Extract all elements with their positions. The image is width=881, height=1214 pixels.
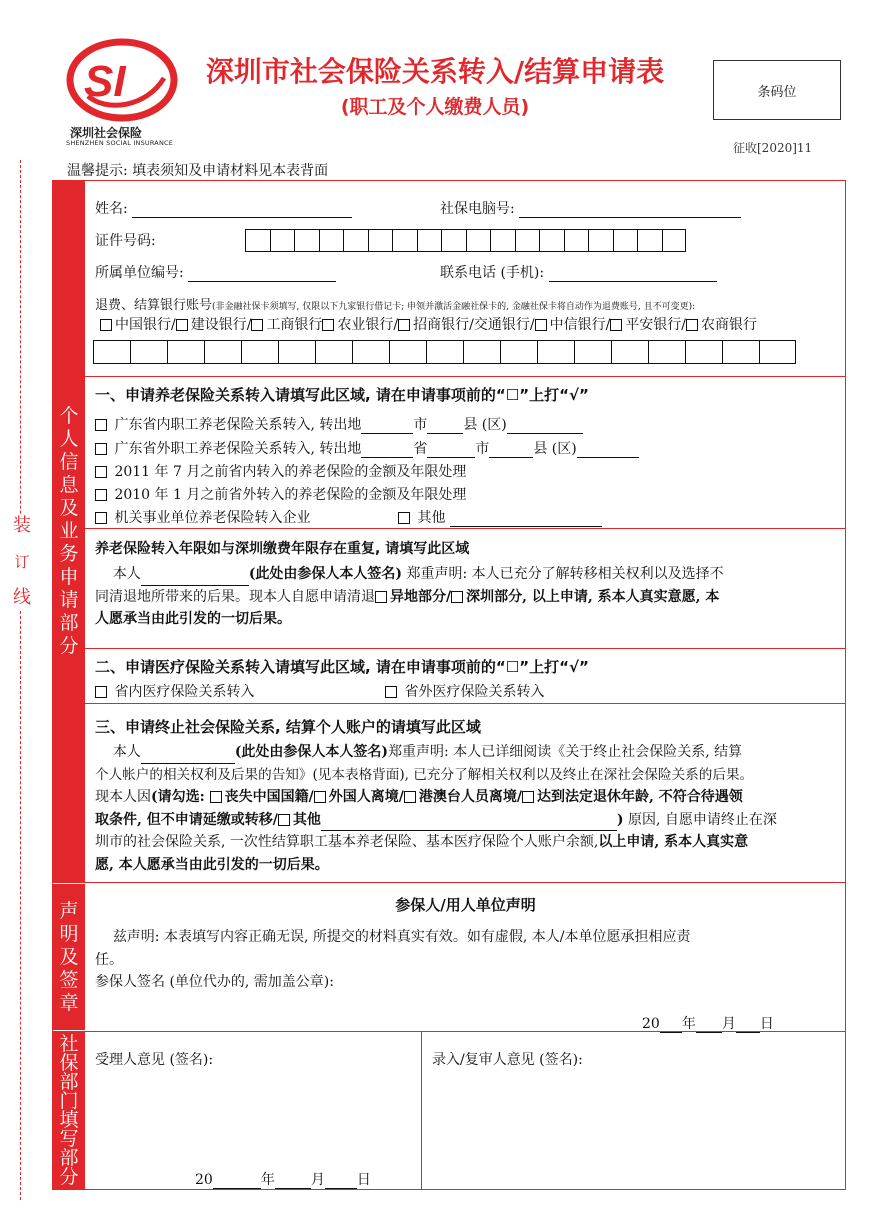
digit-box[interactable] [500,340,537,364]
logo-chinese-text: 深圳社会保险 [70,126,143,140]
digit-box[interactable] [574,340,611,364]
si-number-label: 社保电脑号: [440,201,515,217]
digit-box[interactable] [294,229,319,252]
bank-option[interactable]: 平安银行/ [610,317,686,333]
medical-option-1[interactable]: 省内医疗保险关系转入 [95,681,254,701]
form-number: 征收[2020]11 [733,141,813,155]
checkbox[interactable] [95,512,107,524]
digit-box[interactable] [245,229,270,252]
digit-box[interactable] [613,229,638,252]
svg-text:SI: SI [84,57,126,106]
digit-box[interactable] [537,340,574,364]
tip-text: 温馨提示: 填表须知及申请材料见本表背面 [67,163,329,179]
overlap-heading: 养老保险转入年限如与深圳缴费年限存在重复, 请填写此区域 [95,541,470,557]
checkbox[interactable] [535,319,547,331]
bank-option[interactable]: 工商银行 [251,317,322,333]
checkbox[interactable] [95,419,107,431]
digit-box[interactable] [315,340,352,364]
checkbox[interactable] [385,686,397,698]
digit-box[interactable] [611,340,648,364]
divider [85,648,846,649]
barcode-label: 条码位 [757,84,797,100]
digit-box[interactable] [352,340,389,364]
phone-label: 联系电话 (手机): [440,265,545,281]
dept-date[interactable]: 20 年 月 日 [195,1172,371,1188]
divider [85,528,846,529]
name-field[interactable] [132,203,352,218]
terminate-sign-field[interactable] [141,749,235,764]
checkbox[interactable] [398,319,410,331]
bank-note: (非金融社保卡须填写, 仅限以下九家银行借记卡; 申领并激活金融社保卡的, 金融社保卡将自动作为退费账号, 且不可变更): [212,302,696,312]
digit-box[interactable] [539,229,564,252]
pension-option-2[interactable]: 广东省外职工养老保险关系转入, 转出地 省 市 县 (区) [95,438,639,458]
divider-vertical [421,1031,422,1190]
digit-box[interactable] [466,229,491,252]
employer-field[interactable] [188,267,336,282]
other-reason-field[interactable] [321,816,617,831]
declaration-title: 参保人/用人单位声明 [395,896,536,914]
si-number-field[interactable] [519,203,741,218]
binding-label [8,515,36,609]
checkbox[interactable] [451,591,463,603]
digit-box[interactable] [722,340,759,364]
digit-box[interactable] [515,229,540,252]
id-number-boxes[interactable] [245,229,686,252]
binding-dashed-line [20,160,21,1200]
binding-char: 装 [13,515,31,536]
declaration-sign-label: 参保人签名 (单位代办的, 需加盖公章): [95,974,334,990]
bank-options [100,314,757,334]
pension-option-other[interactable]: 其他 [398,507,602,527]
form-title: 深圳市社会保险关系转入/结算申请表 [205,55,665,88]
bank-label: 退费、结算银行账号 [95,298,213,313]
checkbox[interactable] [375,591,387,603]
digit-box[interactable] [241,340,278,364]
checkbox[interactable] [176,319,188,331]
bank-account-boxes[interactable] [93,340,796,364]
digit-box[interactable] [564,229,589,252]
digit-box[interactable] [662,229,687,252]
barcode-box [713,60,841,120]
checkbox[interactable] [610,319,622,331]
si-number-row [440,198,741,218]
checkbox[interactable] [686,319,698,331]
side-label-personal: 个 人 信 息 及 业 务 申 请 部 分 [53,181,85,882]
checkbox[interactable] [210,791,222,803]
medical-heading: 二、申请医疗保险关系转入请填写此区域, 请在申请事项前的“☐”上打“√” [95,658,589,676]
digit-box[interactable] [685,340,722,364]
overlap-paragraph: 本人 (此处由参保人本人签名) 郑重声明: 本人已充分了解转移相关权利以及选择不 同清退地所带来的后果。现本人自愿申请清退 异地部分/ 深圳部分, 以上申请, 系本人真实意愿, 本 人愿承当由此引发的一切后果。 [95,566,724,627]
digit-box[interactable] [270,229,295,252]
terminate-paragraph: 本人 (此处由参保人本人签名)郑重声明: 本人已详细阅读《关于终止社会保险关系, 结算 个人帐户的相关权利及后果的告知》(见本表格背面), 已充分了解相关权利以及终止在深社会保险关系的后果。 现本人因(请勾选: 丧失中国国籍/ 外国人离境/ 港澳台人员离境/ 达到法定退休年龄, 不符合待遇领 取条件, 但不申请延缴或转移/ 其他 ) 原因, 自愿申请终止在深 圳市的社会保险关系, 一次性结算职工基本养老保险、基本医疗保险个人账户余额,以上申请, 系本人真实意 愿, 本人愿承当由此引发的一切后果。 [95,744,777,873]
digit-box[interactable] [389,340,426,364]
digit-box[interactable] [278,340,315,364]
digit-box[interactable] [426,340,463,364]
digit-box[interactable] [130,340,167,364]
bank-option[interactable]: 农商银行 [686,317,757,333]
digit-box[interactable] [637,229,662,252]
pension-option-1[interactable]: 广东省内职工养老保险关系转入, 转出地 市 县 (区) [95,414,583,434]
side-label-declaration: 声 明 及 签 章 [53,884,85,1030]
pension-option-5[interactable]: 机关事业单位养老保险转入企业 [95,507,310,527]
pension-option-4[interactable]: 2010 年 1 月之前省外转入的养老保险的金额及年限处理 [95,484,466,504]
digit-box[interactable] [93,340,130,364]
checkbox[interactable] [95,489,107,501]
checkbox[interactable] [95,466,107,478]
digit-box[interactable] [490,229,515,252]
name-row [95,198,352,218]
declaration-text: 兹声明: 本表填写内容正确无误, 所提交的材料真实有效。如有虚假, 本人/本单位愿承担相应责 任。 [95,929,691,968]
divider [52,882,846,883]
bank-option[interactable]: 中国银行/ [100,317,176,333]
checkbox[interactable] [95,443,107,455]
digit-box[interactable] [463,340,500,364]
divider [85,703,846,704]
binding-char: 线 [13,587,31,608]
si-logo [66,38,178,122]
digit-box[interactable] [759,340,796,364]
bank-option[interactable]: 中信银行/ [535,317,611,333]
divider [85,376,846,377]
checkbox[interactable] [314,791,326,803]
checkbox[interactable] [522,791,534,803]
digit-box[interactable] [343,229,368,252]
digit-box[interactable] [319,229,344,252]
digit-box[interactable] [204,340,241,364]
receiver-label: 受理人意见 (签名): [95,1052,214,1068]
checkbox[interactable] [100,319,112,331]
binding-char: 订 [14,553,30,571]
bank-heading [95,294,695,313]
digit-box[interactable] [368,229,393,252]
bank-option[interactable]: 招商银行/交通银行/ [398,317,534,333]
terminate-heading: 三、申请终止社会保险关系, 结算个人账户的请填写此区域 [95,718,481,736]
digit-box[interactable] [417,229,442,252]
digit-box[interactable] [441,229,466,252]
employer-row [95,262,336,282]
checkbox[interactable] [278,814,290,826]
digit-box[interactable] [392,229,417,252]
digit-box[interactable] [588,229,613,252]
form-subtitle: (职工及个人缴费人员) [340,96,530,118]
pension-option-3[interactable]: 2011 年 7 月之前省内转入的养老保险的金额及年限处理 [95,461,466,481]
phone-field[interactable] [549,267,717,282]
side-label-dept: 社 保 部 门 填 写 部 分 [53,1032,85,1189]
checkbox[interactable] [404,791,416,803]
name-label: 姓名: [95,201,128,217]
declaration-date[interactable]: 20 年 月 日 [642,1016,774,1032]
bank-option[interactable]: 农业银行/ [322,317,398,333]
overlap-sign-field[interactable] [141,571,249,586]
checkbox[interactable] [322,319,334,331]
reviewer-label: 录入/复审人意见 (签名): [432,1052,583,1068]
employer-label: 所属单位编号: [95,265,184,281]
digit-box[interactable] [648,340,685,364]
pension-heading: 一、申请养老保险关系转入请填写此区域, 请在申请事项前的“☐”上打“√” [95,386,589,404]
phone-row [440,262,717,282]
digit-box[interactable] [167,340,204,364]
checkbox[interactable] [398,512,410,524]
id-label: 证件号码: [95,233,156,249]
divider [52,1031,846,1032]
checkbox[interactable] [251,319,263,331]
checkbox[interactable] [95,686,107,698]
medical-option-2[interactable]: 省外医疗保险关系转入 [385,681,544,701]
bank-option[interactable]: 建设银行/ [176,317,252,333]
logo-english-text: SHENZHEN SOCIAL INSURANCE [66,139,174,147]
